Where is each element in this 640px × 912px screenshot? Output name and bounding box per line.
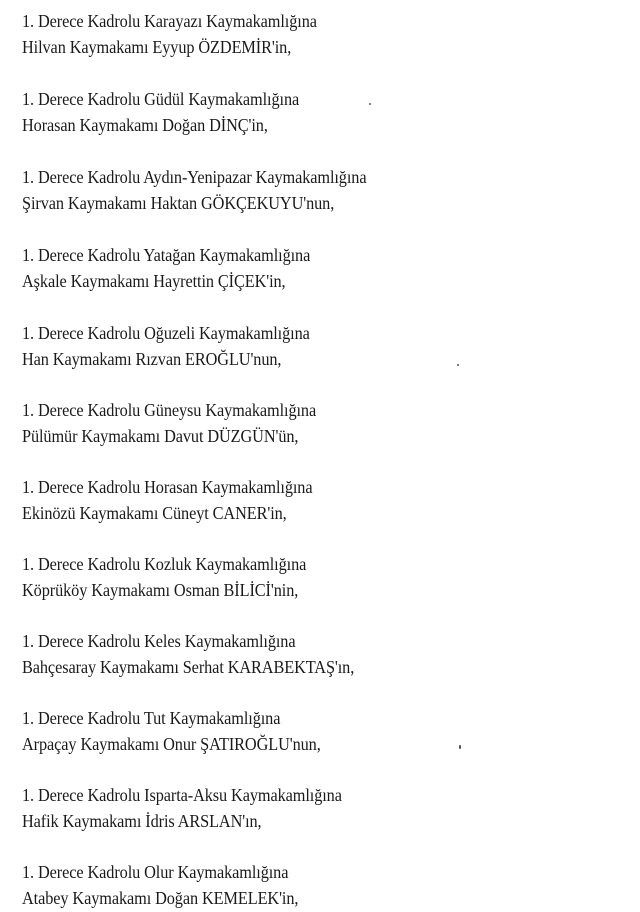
appointment-entry <box>22 86 622 138</box>
appointee-line: Han Kaymakamı Rızvan EROĞLU'nun, <box>22 349 282 369</box>
scan-speck <box>457 364 459 366</box>
appointee-line: Aşkale Kaymakamı Hayrettin ÇİÇEK'in, <box>22 271 286 291</box>
scan-speck <box>459 745 461 749</box>
appointment-entry <box>22 242 622 294</box>
appointee-line: Şirvan Kaymakamı Haktan GÖKÇEKUYU'nun, <box>22 193 335 213</box>
appointee-line: Hilvan Kaymakamı Eyyup ÖZDEMİR'in, <box>22 37 292 57</box>
appointee-line: Arpaçay Kaymakamı Onur ŞATIROĞLU'nun, <box>22 734 321 754</box>
appointee-line: Horasan Kaymakamı Doğan DİNÇ'in, <box>22 115 268 135</box>
scan-speck <box>369 103 371 105</box>
position-line: 1. Derece Kadrolu Kozluk Kaymakamlığına <box>22 554 307 574</box>
position-line: 1. Derece Kadrolu Keles Kaymakamlığına <box>22 631 296 651</box>
appointment-entry <box>22 705 622 757</box>
appointment-entry <box>22 628 622 680</box>
appointment-entry <box>22 8 622 60</box>
appointee-line: Atabey Kaymakamı Doğan KEMELEK'in, <box>22 888 299 908</box>
position-line: 1. Derece Kadrolu Isparta-Aksu Kaymakamlığına <box>22 785 342 805</box>
position-line: 1. Derece Kadrolu Aydın-Yenipazar Kaymakamlığına <box>22 167 367 187</box>
appointment-entry <box>22 782 622 834</box>
appointee-line: Köprüköy Kaymakamı Osman BİLİCİ'nin, <box>22 580 299 600</box>
position-line: 1. Derece Kadrolu Tut Kaymakamlığına <box>22 708 281 728</box>
position-line: 1. Derece Kadrolu Güneysu Kaymakamlığına <box>22 400 317 420</box>
position-line: 1. Derece Kadrolu Oğuzeli Kaymakamlığına <box>22 323 310 343</box>
appointment-entry <box>22 164 622 216</box>
position-line: 1. Derece Kadrolu Olur Kaymakamlığına <box>22 862 289 882</box>
position-line: 1. Derece Kadrolu Karayazı Kaymakamlığına <box>22 11 317 31</box>
appointment-entry <box>22 397 622 449</box>
appointee-line: Bahçesaray Kaymakamı Serhat KARABEKTAŞ'ın, <box>22 657 355 677</box>
appointment-entry <box>22 320 622 372</box>
appointment-entry <box>22 859 622 911</box>
appointee-line: Ekinözü Kaymakamı Cüneyt CANER'in, <box>22 503 287 523</box>
appointee-line: Pülümür Kaymakamı Davut DÜZGÜN'ün, <box>22 426 299 446</box>
appointment-entry <box>22 551 622 603</box>
position-line: 1. Derece Kadrolu Güdül Kaymakamlığına <box>22 89 300 109</box>
appointee-line: Hafik Kaymakamı İdris ARSLAN'ın, <box>22 811 262 831</box>
appointment-entry <box>22 474 622 526</box>
position-line: 1. Derece Kadrolu Yatağan Kaymakamlığına <box>22 245 311 265</box>
position-line: 1. Derece Kadrolu Horasan Kaymakamlığına <box>22 477 313 497</box>
